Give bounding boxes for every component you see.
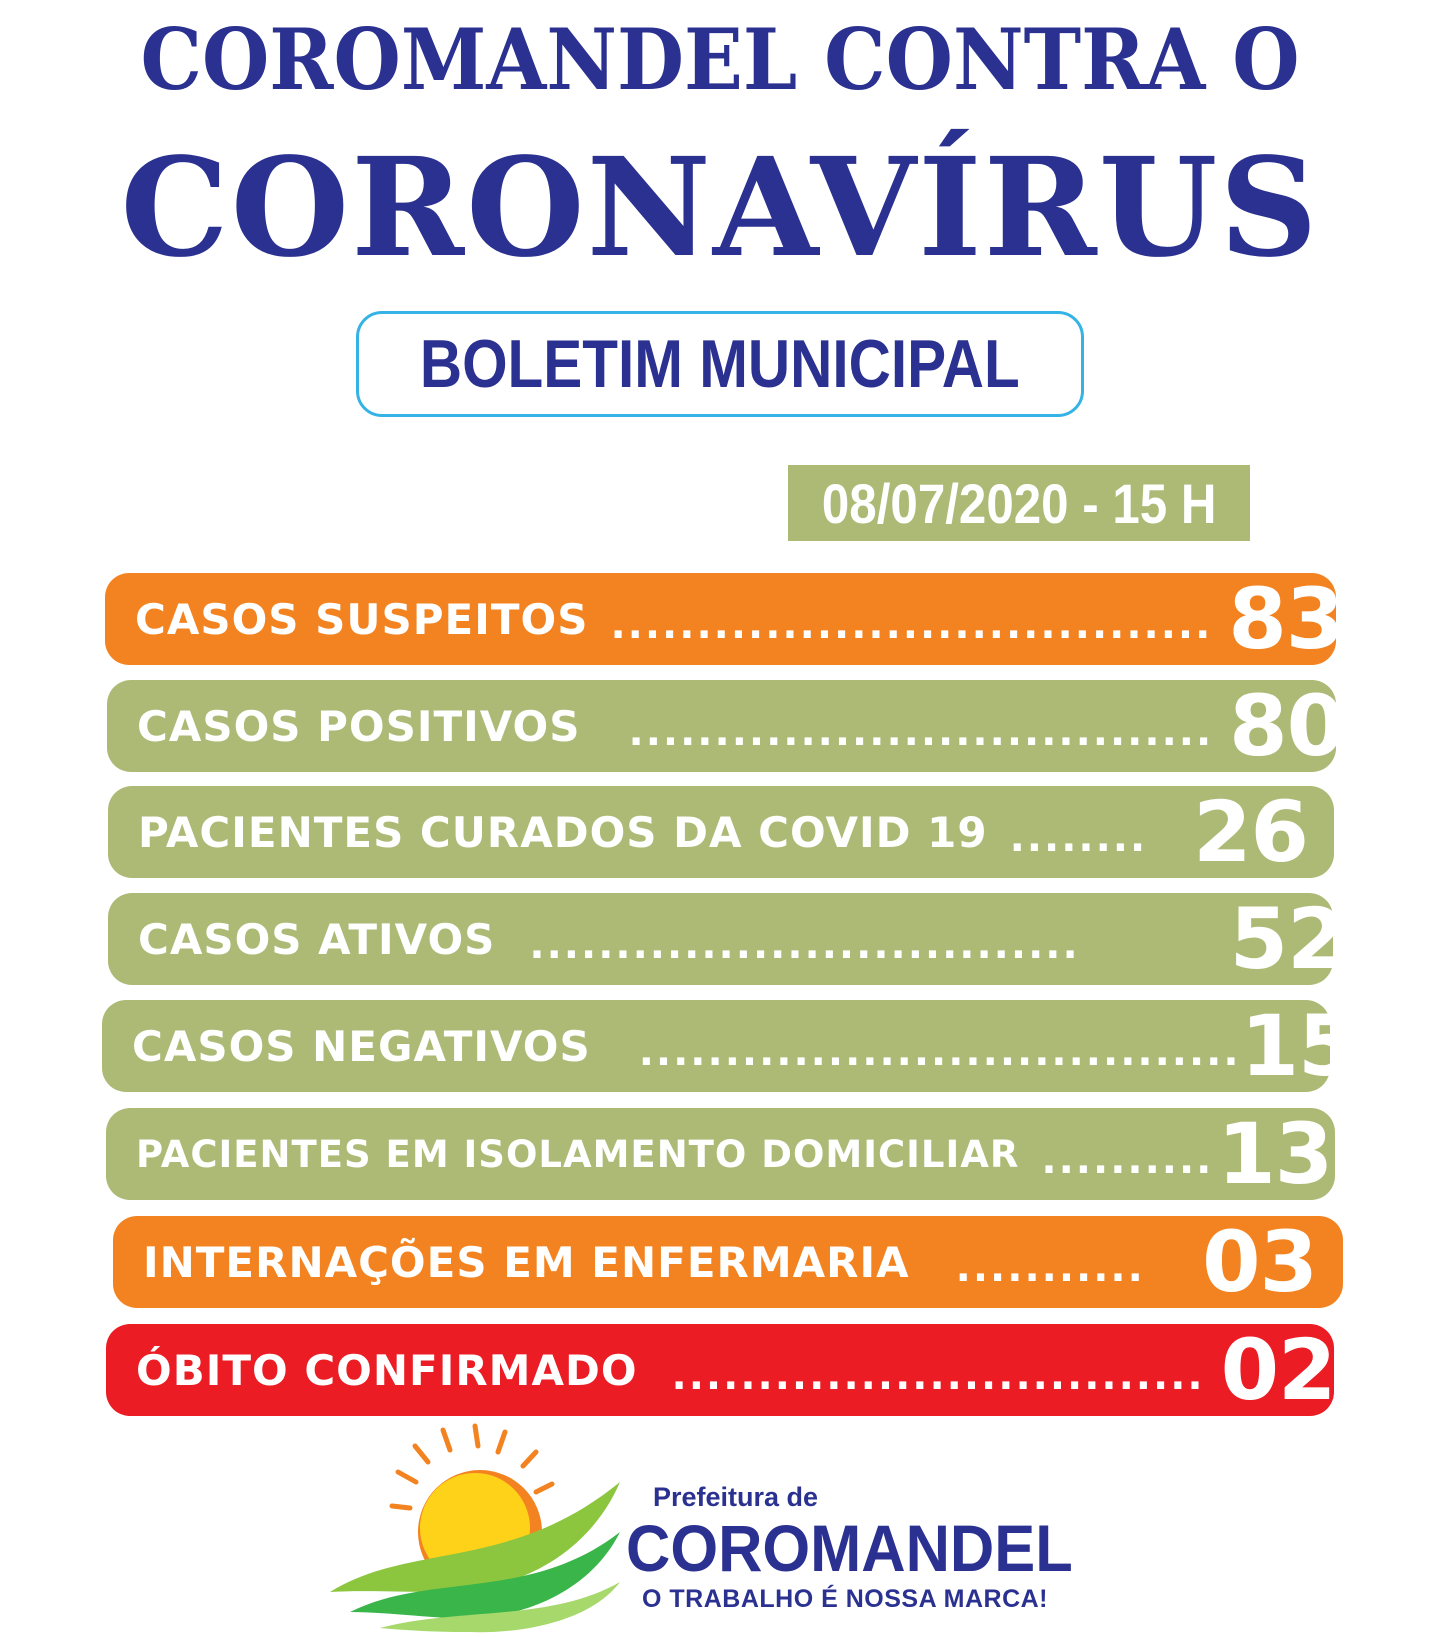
bulletin-badge bbox=[356, 311, 1084, 417]
stat-dots: ................................... bbox=[610, 602, 1213, 648]
date-label: 08/07/2020 - 15 H bbox=[821, 471, 1217, 535]
stat-dots: .................................. bbox=[628, 709, 1214, 755]
stat-dots: .......... bbox=[1041, 1137, 1214, 1183]
stat-label: ÓBITO CONFIRMADO bbox=[136, 1345, 638, 1395]
stat-value: 135 bbox=[1217, 1105, 1390, 1203]
stat-dots: ........... bbox=[955, 1245, 1145, 1291]
stat-row-deaths bbox=[106, 1321, 1336, 1419]
stat-value: 02 bbox=[1220, 1321, 1336, 1419]
stat-row-hospitalizations bbox=[113, 1213, 1343, 1311]
stat-dots: ................................ bbox=[529, 922, 1080, 968]
stat-value: 83 bbox=[1228, 570, 1344, 668]
stat-value: 03 bbox=[1202, 1213, 1317, 1311]
prefeitura-logo bbox=[320, 1422, 1120, 1637]
stat-value: 26 bbox=[1193, 783, 1308, 881]
stat-value: 80 bbox=[1229, 677, 1345, 775]
stat-dots: ........ bbox=[1009, 815, 1148, 861]
logo-prefix: Prefeitura de bbox=[653, 1482, 819, 1512]
stat-row-suspected bbox=[105, 570, 1344, 668]
logo-city: COROMANDEL bbox=[626, 1511, 1073, 1585]
stat-label: CASOS ATIVOS bbox=[138, 914, 496, 964]
logo-motto: O TRABALHO É NOSSA MARCA! bbox=[642, 1585, 1049, 1613]
stat-label: PACIENTES CURADOS DA COVID 19 bbox=[138, 807, 988, 857]
stat-label: CASOS NEGATIVOS bbox=[132, 1021, 591, 1071]
stat-row-negative bbox=[102, 997, 1413, 1095]
date-badge bbox=[788, 465, 1250, 541]
title-line-1: COROMANDEL CONTRA O bbox=[140, 10, 1300, 109]
stat-row-active bbox=[108, 890, 1345, 988]
stat-label: PACIENTES EM ISOLAMENTO DOMICILIAR bbox=[136, 1132, 1020, 1176]
stat-row-positive bbox=[107, 677, 1345, 775]
stat-row-recovered bbox=[108, 783, 1334, 881]
stat-dots: ............................... bbox=[671, 1353, 1205, 1399]
stat-label: CASOS SUSPEITOS bbox=[135, 594, 589, 644]
stat-row-home-isolation bbox=[106, 1105, 1390, 1203]
stat-dots: ................................... bbox=[638, 1029, 1241, 1075]
stat-value: 153 bbox=[1240, 997, 1413, 1095]
bulletin-badge-label: BOLETIM MUNICIPAL bbox=[420, 326, 1020, 402]
stat-value: 52 bbox=[1229, 890, 1345, 988]
sun-over-green-hills-icon bbox=[320, 1422, 650, 1637]
stat-label: CASOS POSITIVOS bbox=[137, 701, 581, 751]
title-line-2: CORONAVÍRUS bbox=[120, 128, 1320, 288]
stat-label: INTERNAÇÕES EM ENFERMARIA bbox=[143, 1237, 910, 1287]
